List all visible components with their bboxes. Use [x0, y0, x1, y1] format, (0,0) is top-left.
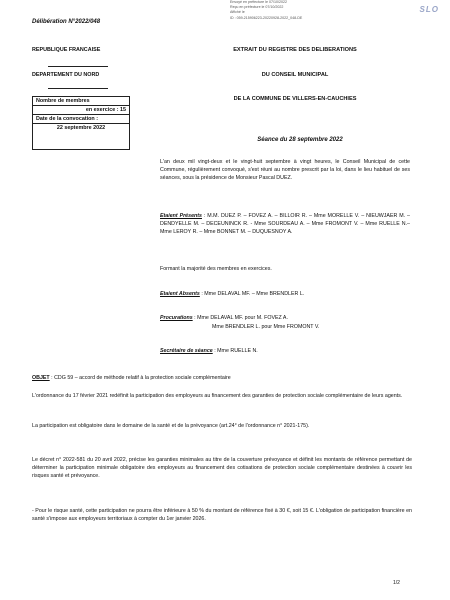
- objet-block: [32, 374, 412, 382]
- members-label: Nombre de membres: [33, 97, 129, 106]
- stamp-line: Affiché le: [230, 10, 245, 15]
- stamp-logo: SLO: [419, 5, 439, 14]
- secretaire-label: Secrétaire de séance: [160, 348, 213, 354]
- presents-label: Etaient Présents: [160, 213, 202, 219]
- seance-date: Séance du 28 septembre 2022: [257, 137, 343, 143]
- secretaire-block: [160, 347, 410, 355]
- procurations-label: Procurations: [160, 315, 193, 321]
- absents-label: Etaient Absents: [160, 291, 200, 297]
- secretaire-text: : Mme RUELLE N.: [212, 348, 258, 354]
- procurations-block: [160, 314, 410, 322]
- department-label: DEPARTEMENT DU NORD: [32, 72, 100, 78]
- divider: [48, 88, 108, 89]
- divider: [48, 66, 108, 67]
- presents-text: : M.M. DUEZ P. – FOVEZ A. – BILLOIR R. – Mme MORELLE V. – NIEUWJAER M. – DENDYELLE M. – DECEUNINCK R. - Mme SOURDEAU A. – Mme FROMONT V. – Mme RUELLE N.– Mme LEROY R. – Mme BONNET M. – DUQUESNOY A.: [160, 213, 410, 236]
- stamp-line: ID : 059-215906223-20220928-2022_048-DE: [230, 15, 303, 20]
- absents-text: : Mme DELAVAL MF. – Mme BRENDLER L.: [199, 291, 305, 297]
- procurations-line2: Mme BRENDLER L. pour Mme FROMONT V.: [212, 324, 320, 330]
- convocation-value: 22 septembre 2022: [56, 125, 106, 131]
- register-title: EXTRAIT DU REGISTRE DES DELIBERATIONS: [233, 47, 357, 53]
- convocation-label: Date de la convocation :: [33, 115, 129, 124]
- procurations-line1: : Mme DELAVAL MF. pour M. FOVEZ A.: [192, 315, 288, 321]
- body-paragraph: L'ordonnance du 17 février 2021 redéfinit la participation des employeurs au financement des garanties de protection sociale complémentaire de leurs agents.: [32, 393, 403, 399]
- transmission-stamp: [230, 0, 445, 34]
- stamp-line: Reçu en préfecture le 07/10/2022: [230, 5, 284, 10]
- republic-label: REPUBLIQUE FRANCAISE: [32, 47, 101, 53]
- body-paragraph: - Pour le risque santé, cette participation ne pourra être inférieure à 50 % du montant de référence fixé à 30 €, soit 15 €. L'obligation de participation financière en santé s'impose aux employeurs territoriaux à compter du 1er janvier 2026.: [32, 508, 412, 523]
- commune-title: DE LA COMMUNE DE VILLERS-EN-CAUCHIES: [233, 96, 357, 102]
- presents-block: [160, 212, 410, 237]
- body-paragraph: La participation est obligatoire dans le domaine de la santé et de la prévoyance (art.24° de l'ordonnance n° 2021-175).: [32, 423, 310, 429]
- objet-text: : CDG 59 – accord de méthode relatif à la protection sociale complémentaire: [49, 375, 231, 381]
- stamp-line: Envoyé en préfecture le 07/10/2022: [230, 0, 287, 4]
- members-box: [32, 96, 130, 150]
- absents-block: [160, 290, 410, 298]
- members-value: en exercice : 15: [33, 106, 129, 115]
- council-title: DU CONSEIL MUNICIPAL: [261, 72, 329, 78]
- objet-label: OBJET: [32, 375, 50, 381]
- page-number: 1/2: [393, 580, 400, 586]
- intro-paragraph: L'an deux mil vingt-deux et le vingt-huit septembre à vingt heures, le Conseil Municipal de cette Commune, régulièrement convoqué, s'est réuni au nombre prescrit par la loi, dans le lieu habituel de ses séances, sous la présidence de Monsieur Pascal DUEZ.: [160, 159, 410, 182]
- body-paragraph: Le décret n° 2022-581 du 20 avril 2022, précise les garanties minimales au titre de la couverture prévoyance et définit les montants de référence permettant de déterminer la participation minimale obligatoire des employeurs au financement des cotisations de protection sociale complémentaire destinées à couvrir les risques santé et prévoyance.: [32, 457, 412, 480]
- majority-text: Formant la majorité des membres en exercices.: [160, 266, 272, 272]
- deliberation-number: Délibération N°2022/048: [32, 19, 101, 25]
